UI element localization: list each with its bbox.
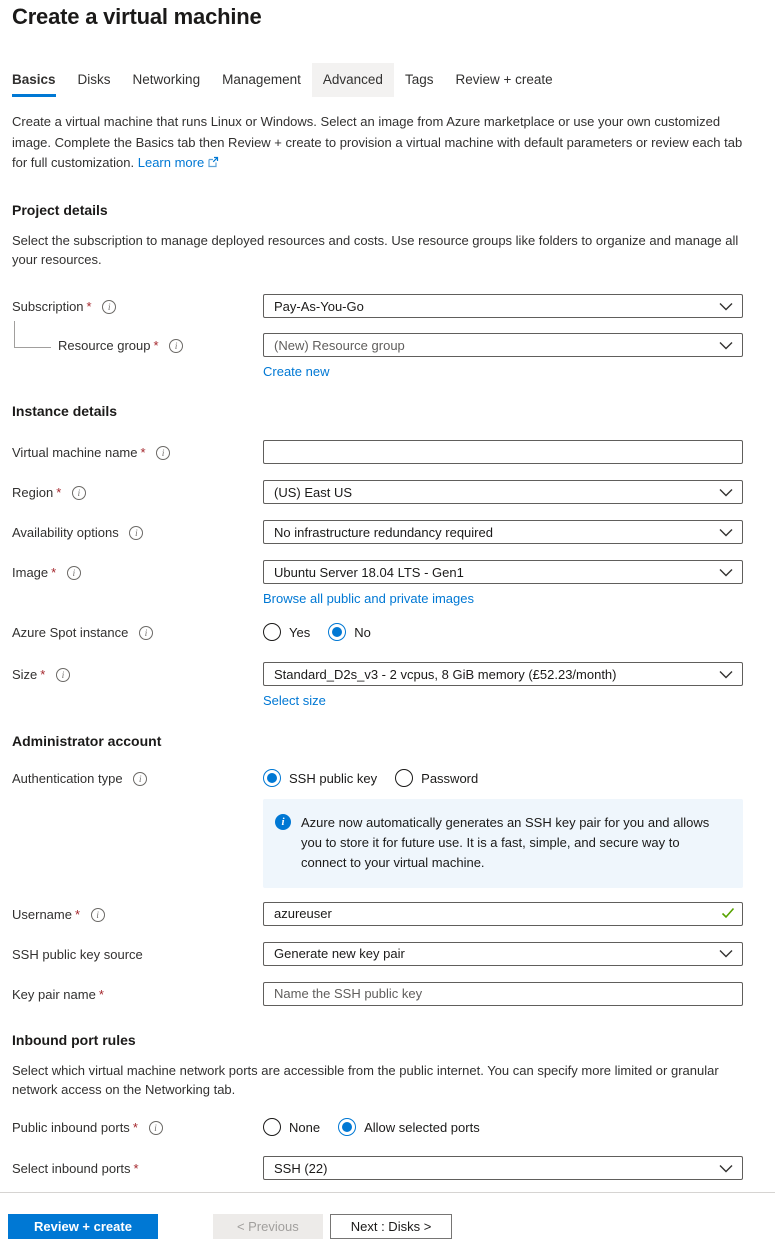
radio-selected-icon [338, 1118, 356, 1136]
info-icon[interactable]: i [129, 526, 143, 540]
field-row-auth-type [12, 766, 775, 887]
next-disks-button[interactable]: Next : Disks > [330, 1214, 453, 1239]
image-label-text: Image [12, 565, 49, 581]
auth-option-ssh[interactable] [263, 769, 377, 787]
section-inbound-port-rules: Inbound port rules [12, 1031, 136, 1048]
radio-unselected-icon [263, 1118, 281, 1136]
footer-bar [8, 1214, 775, 1239]
select-inbound-ports-label-text: Select inbound ports [12, 1161, 131, 1177]
inbound-option-allow-selected[interactable] [338, 1118, 480, 1136]
ssh-info-banner [263, 799, 743, 887]
info-icon[interactable]: i [139, 626, 153, 640]
field-row-username [12, 902, 775, 926]
ssh-key-source-label [12, 942, 263, 966]
image-label [12, 560, 263, 606]
availability-value: No infrastructure redundancy required [274, 524, 493, 540]
required-marker: * [86, 299, 92, 315]
field-row-availability [12, 520, 775, 544]
auth-option-password[interactable] [395, 769, 478, 787]
radio-unselected-icon [395, 769, 413, 787]
radio-selected-icon [263, 769, 281, 787]
ssh-info-text: Azure now automatically generates an SSH key pair for you and allows you to store it for future use. It is a fast, simple, and secure way to connect to your virtual machine. [301, 815, 710, 871]
chevron-down-icon [719, 299, 733, 314]
subscription-label-text: Subscription [12, 299, 84, 315]
tab-disks[interactable]: Disks [77, 72, 111, 87]
tab-networking[interactable]: Networking [132, 72, 201, 87]
ssh-key-source-select[interactable] [263, 942, 743, 966]
radio-label: Password [421, 770, 479, 786]
username-label-text: Username [12, 906, 72, 922]
required-marker: * [153, 338, 159, 354]
chevron-down-icon [719, 565, 733, 580]
size-label [12, 662, 263, 708]
external-link-icon [207, 154, 219, 175]
tab-tags[interactable]: Tags [404, 72, 434, 87]
info-icon[interactable]: i [149, 1121, 163, 1135]
image-select[interactable] [263, 560, 743, 584]
username-label [12, 902, 263, 926]
public-inbound-ports-label [12, 1115, 263, 1136]
info-icon[interactable]: i [102, 300, 116, 314]
footer-divider [0, 1192, 775, 1193]
region-select[interactable] [263, 480, 743, 504]
required-marker: * [133, 1161, 139, 1177]
public-inbound-ports-radio-group [263, 1115, 743, 1136]
tab-basics[interactable]: Basics [12, 63, 67, 97]
radio-label: None [289, 1119, 321, 1135]
azure-spot-label [12, 620, 263, 641]
field-row-key-pair-name [12, 982, 775, 1006]
review-create-button[interactable]: Review + create [8, 1214, 158, 1239]
radio-label: SSH public key [289, 770, 378, 786]
previous-button[interactable]: < Previous [213, 1214, 323, 1239]
ssh-key-source-value: Generate new key pair [274, 946, 405, 962]
field-row-ssh-key-source [12, 942, 775, 966]
availability-label [12, 520, 263, 544]
info-filled-icon: i [275, 814, 291, 830]
radio-label: Yes [289, 624, 311, 640]
browse-images-link[interactable]: Browse all public and private images [263, 591, 474, 607]
azure-spot-radio-group [263, 620, 743, 641]
username-input[interactable] [263, 902, 743, 926]
radio-label: No [354, 624, 371, 640]
field-row-size [12, 662, 775, 708]
public-inbound-ports-label-text: Public inbound ports [12, 1120, 130, 1136]
image-value: Ubuntu Server 18.04 LTS - Gen1 [274, 564, 464, 580]
learn-more-link[interactable] [138, 155, 219, 170]
inbound-option-none[interactable] [263, 1118, 320, 1136]
vm-name-label-text: Virtual machine name [12, 445, 138, 461]
project-details-desc: Select the subscription to manage deployed resources and costs. Use resource groups like folders to organize and manage all your resources. [12, 232, 739, 268]
field-row-select-inbound-ports [12, 1156, 775, 1180]
required-marker: * [140, 445, 146, 461]
size-label-text: Size [12, 667, 38, 683]
azure-spot-option-yes[interactable] [263, 623, 310, 641]
key-pair-name-input[interactable] [263, 982, 743, 1006]
field-row-subscription [12, 294, 775, 318]
required-marker: * [56, 485, 62, 501]
chevron-down-icon [719, 525, 733, 540]
field-row-image [12, 560, 775, 606]
region-value: (US) East US [274, 484, 353, 500]
field-row-vm-name [12, 440, 775, 464]
auth-type-label [12, 766, 263, 887]
section-admin-account: Administrator account [12, 733, 162, 750]
intro-text [12, 112, 744, 175]
auth-type-label-text: Authentication type [12, 771, 123, 787]
vm-name-label [12, 440, 263, 464]
hierarchy-connector [14, 321, 51, 348]
section-project-details: Project details [12, 201, 108, 218]
field-row-resource-group [12, 333, 775, 379]
intro-text-body: Create a virtual machine that runs Linux or Windows. Select an image from Azure marketplace or use your own customized image. Complete the Basics tab then Review + create to provision a virtual machine with default parameters or review each tab for full customization. [12, 114, 743, 171]
radio-unselected-icon [263, 623, 281, 641]
chevron-down-icon [719, 1161, 733, 1176]
chevron-down-icon [719, 485, 733, 500]
valid-check-icon [721, 907, 735, 922]
select-size-link[interactable]: Select size [263, 693, 326, 709]
info-icon[interactable]: i [72, 486, 86, 500]
tab-advanced[interactable]: Advanced [312, 63, 394, 97]
inbound-port-rules-desc: Select which virtual machine network ports are accessible from the public internet. You can specify more limited or granular network access on the Networking tab. [12, 1062, 719, 1098]
size-select[interactable] [263, 662, 743, 686]
subscription-value: Pay-As-You-Go [274, 298, 364, 314]
availability-select[interactable] [263, 520, 743, 544]
availability-label-text: Availability options [12, 525, 119, 541]
azure-spot-option-no[interactable] [328, 623, 371, 641]
resource-group-label-text: Resource group [58, 338, 151, 354]
required-marker: * [51, 565, 57, 581]
info-icon[interactable]: i [67, 566, 81, 580]
resource-group-value: (New) Resource group [274, 337, 405, 353]
azure-spot-label-text: Azure Spot instance [12, 625, 129, 641]
tab-review-create[interactable]: Review + create [455, 72, 553, 87]
radio-label: Allow selected ports [364, 1119, 480, 1135]
info-icon[interactable]: i [56, 668, 70, 682]
key-pair-name-label-text: Key pair name [12, 986, 96, 1002]
info-icon[interactable]: i [133, 772, 147, 786]
chevron-down-icon [719, 946, 733, 961]
create-new-link[interactable]: Create new [263, 364, 330, 380]
section-instance-details: Instance details [12, 403, 118, 420]
subscription-select[interactable] [263, 294, 743, 318]
required-marker: * [74, 906, 81, 922]
chevron-down-icon [719, 338, 733, 353]
radio-selected-icon [328, 623, 346, 641]
region-label [12, 480, 263, 504]
select-inbound-ports-value: SSH (22) [274, 1160, 328, 1176]
required-marker: * [98, 986, 104, 1002]
field-row-region [12, 480, 775, 504]
ssh-key-source-label-text: SSH public key source [12, 946, 143, 962]
vm-name-input[interactable] [263, 440, 743, 464]
subscription-label [12, 294, 263, 318]
auth-type-radio-group [263, 766, 743, 787]
tab-management[interactable]: Management [222, 72, 301, 87]
field-row-public-inbound-ports [12, 1115, 775, 1136]
resource-group-select[interactable] [263, 333, 743, 357]
tab-bar [12, 63, 775, 97]
region-label-text: Region [12, 485, 54, 501]
info-icon[interactable]: i [91, 908, 105, 922]
size-value: Standard_D2s_v3 - 2 vcpus, 8 GiB memory (£52.23/month) [274, 666, 617, 682]
learn-more-label: Learn more [137, 155, 205, 171]
select-inbound-ports-select[interactable] [263, 1156, 743, 1180]
select-inbound-ports-label [12, 1156, 263, 1180]
page-title: Create a virtual machine [12, 4, 262, 29]
key-pair-name-label [12, 982, 263, 1006]
field-row-azure-spot [12, 620, 775, 641]
chevron-down-icon [719, 667, 733, 682]
info-icon[interactable]: i [156, 446, 170, 460]
info-icon[interactable]: i [169, 339, 183, 353]
required-marker: * [40, 667, 46, 683]
required-marker: * [132, 1120, 138, 1136]
